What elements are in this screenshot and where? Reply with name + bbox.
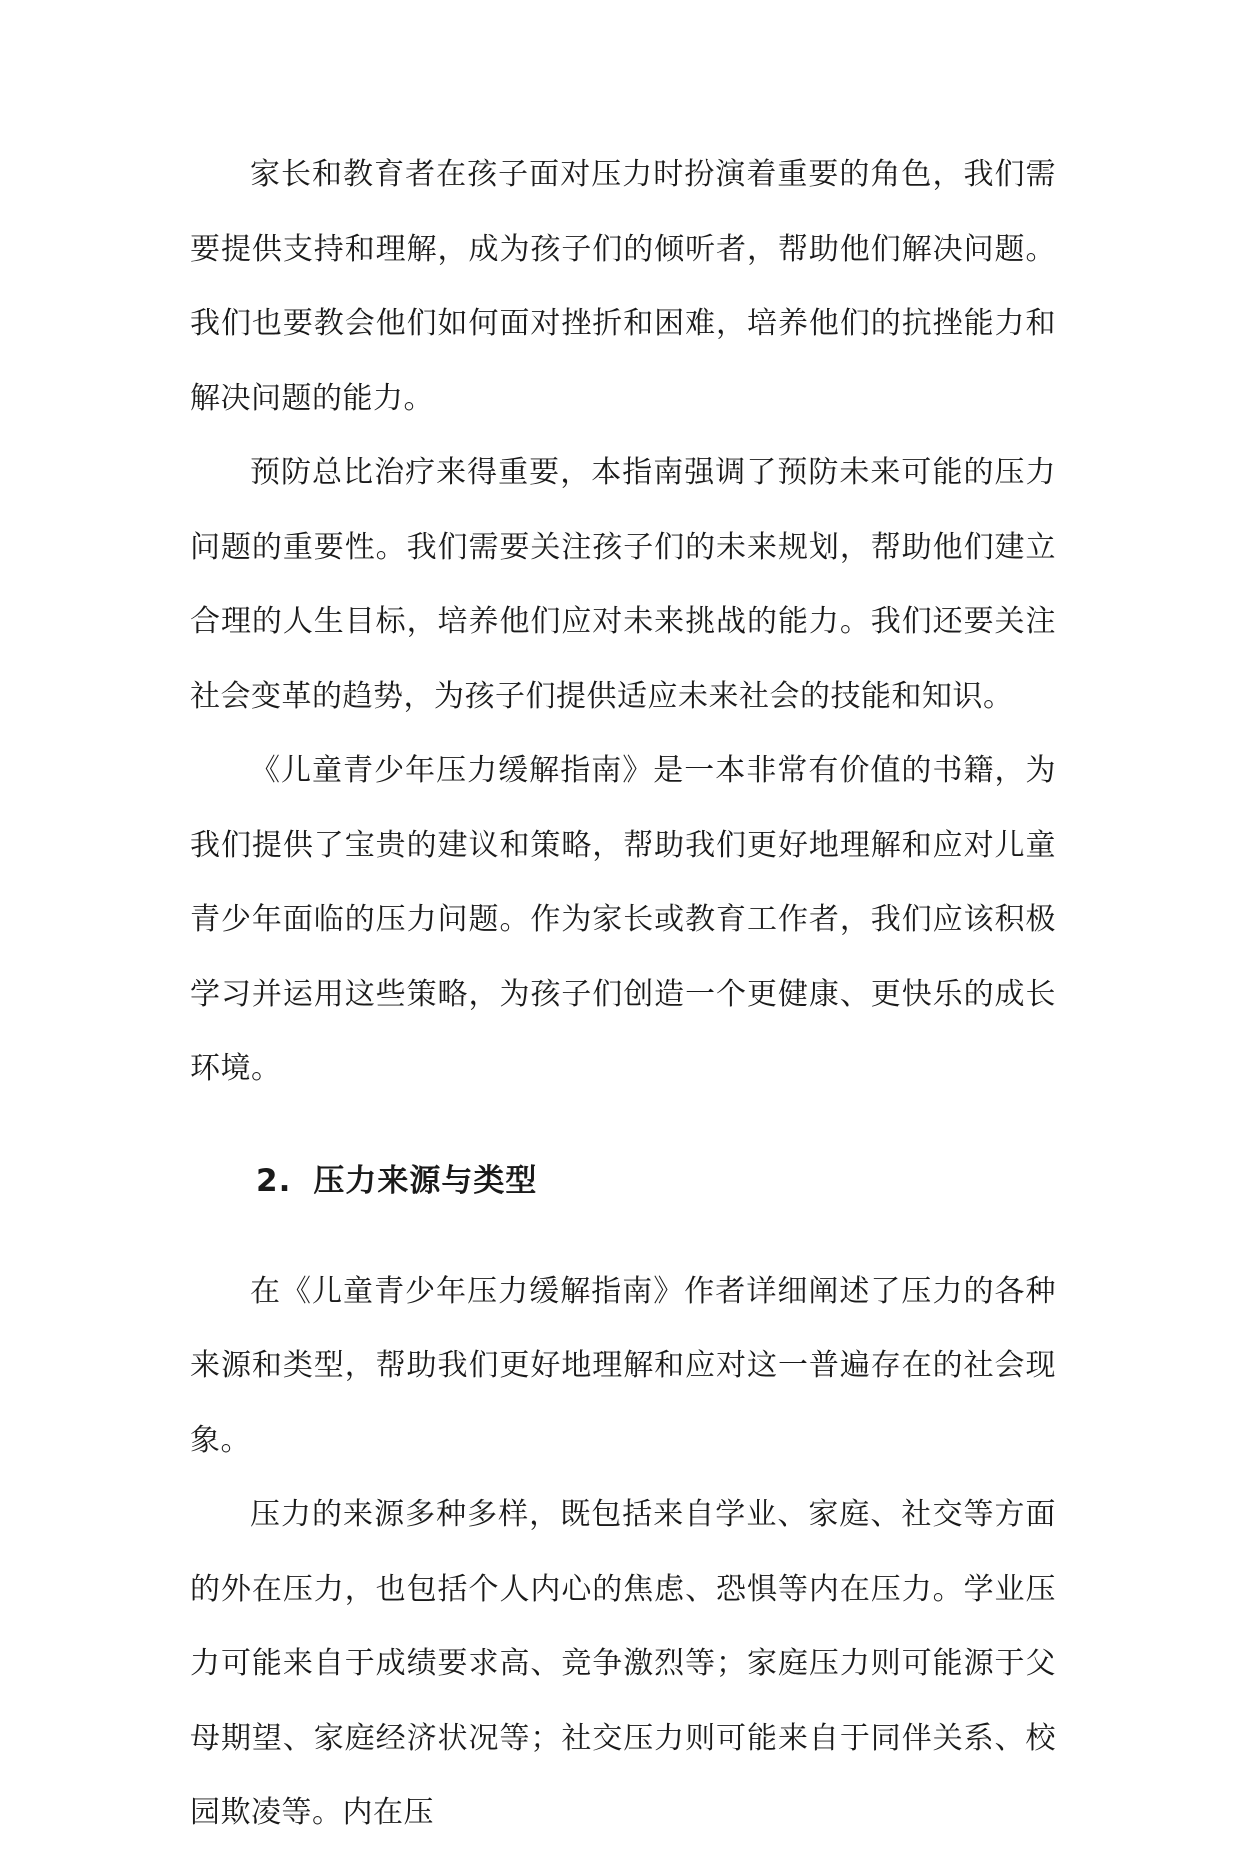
paragraph-stress-sources: 压力的来源多种多样，既包括来自学业、家庭、社交等方面的外在压力，也包括个人内心的焦虑、恐惧等内在压力。学业压力可能来自于成绩要求高、竞争激烈等；家庭压力则可能源于父母期望、家庭经济状况等；社交压力则可能来自于同伴关系、校园欺凌等。内在压 [190,1497,1056,1830]
paragraph-book-value: 《儿童青少年压力缓解指南》是一本非常有价值的书籍，为我们提供了宝贵的建议和策略，帮助我们更好地理解和应对儿童青少年面临的压力问题。作为家长或教育工作者，我们应该积极学习并运用这些策略，为孩子们创造一个更健康、更快乐的成长环境。 [190,753,1056,1086]
document-page [190,138,1056,1851]
section-heading [190,1107,1056,1255]
section-title: 压力来源与类型 [313,1162,538,1199]
section-number: 2. [256,1162,292,1199]
paragraph-section-intro: 在《儿童青少年压力缓解指南》作者详细阐述了压力的各种来源和类型，帮助我们更好地理解和应对这一普遍存在的社会现象。 [190,1273,1056,1458]
paragraph-parent-role: 家长和教育者在孩子面对压力时扮演着重要的角色，我们需要提供支持和理解，成为孩子们的倾听者，帮助他们解决问题。我们也要教会他们如何面对挫折和困难，培养他们的抗挫能力和解决问题的能力。 [190,157,1056,416]
paragraph-prevention: 预防总比治疗来得重要，本指南强调了预防未来可能的压力问题的重要性。我们需要关注孩子们的未来规划，帮助他们建立合理的人生目标，培养他们应对未来挑战的能力。我们还要关注社会变革的趋势，为孩子们提供适应未来社会的技能和知识。 [190,455,1056,714]
